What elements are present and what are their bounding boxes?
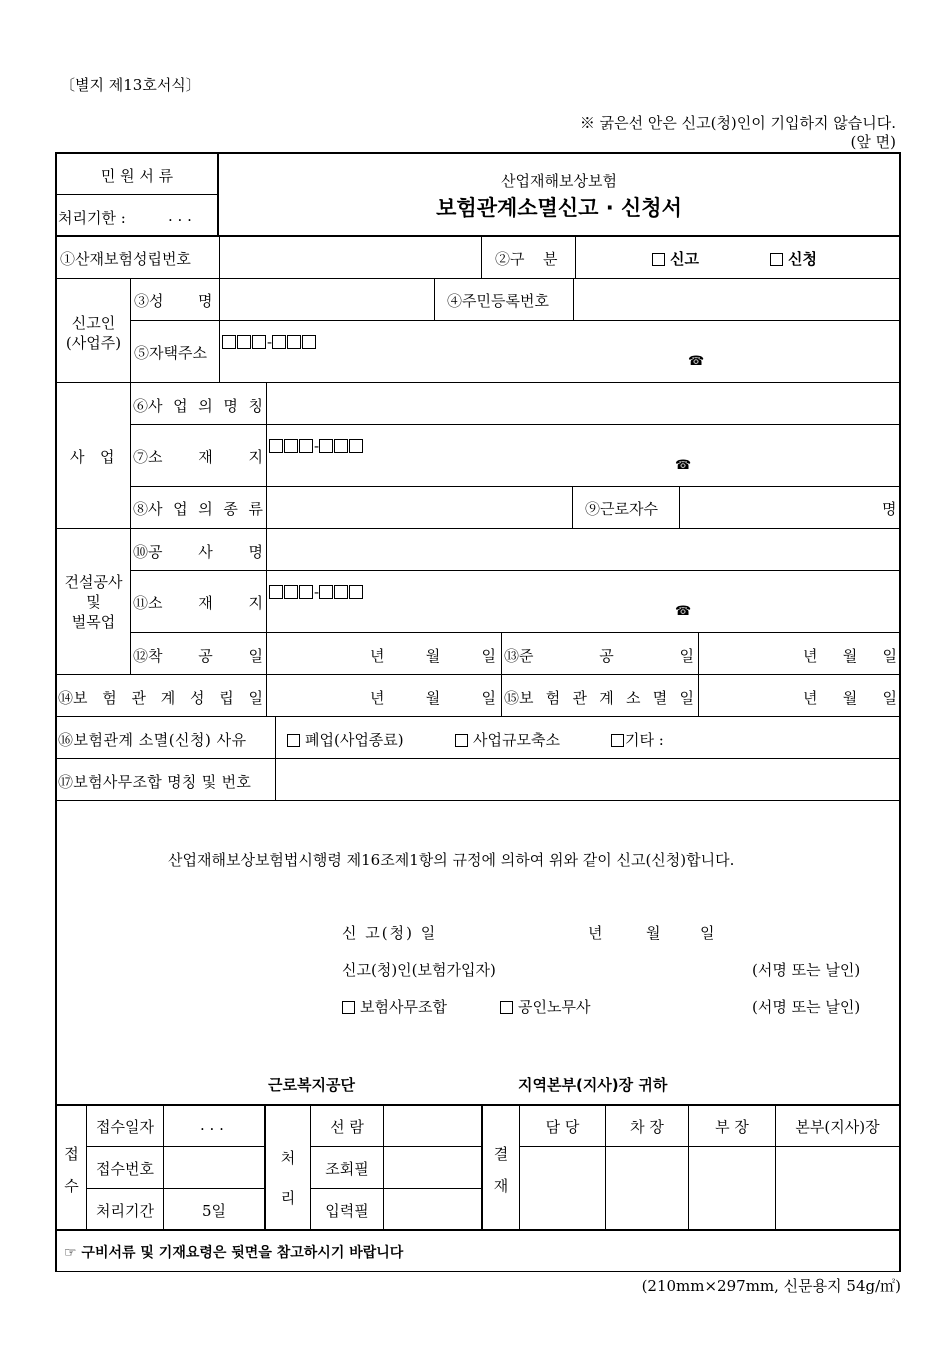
declaration-text: 산업재해보상보험법시행령 제16조제1항의 규정에 의하여 위와 같이 신고(신청)합니다. (168, 851, 735, 869)
processing-label: 처 리 (280, 1149, 296, 1207)
field-name-label-b: 명 (198, 292, 213, 310)
deadline-dots: . . . (168, 207, 192, 225)
report-date-year: 년 (588, 924, 603, 942)
page-side-label: (앞 면) (850, 133, 896, 151)
phone-icon: ☎ (675, 458, 692, 473)
reporter-insured-label: 신고(청)인(보험가입자) (342, 961, 496, 979)
corporation-name: 근로복지공단 (268, 1076, 355, 1094)
reporter-label: 신고인 (71, 314, 116, 332)
reason-closure-option[interactable]: 폐업(사업종료) (287, 729, 404, 750)
civil-document-label: 민 원 서 류 (100, 167, 174, 185)
field-location-label: ⑦소 재 지 (133, 448, 263, 466)
construction-zip-code[interactable]: - (269, 583, 364, 601)
footer-note: ☞ 구비서류 및 기재요령은 뒷면을 참고하시기 바랍니다 (64, 1245, 404, 1261)
downsizing-checkbox[interactable] (455, 734, 468, 747)
form-title: 보험관계소멸신고 · 신청서 (436, 196, 682, 220)
review-label: 선 람 (330, 1118, 364, 1136)
report-date-label: 신 고(청) 일 (342, 924, 438, 942)
approver-staff: 담 당 (545, 1118, 580, 1136)
labor-attorney-checkbox[interactable] (500, 1001, 513, 1014)
option-apply[interactable]: 신청 (770, 248, 817, 269)
receipt-label: 접 수 (64, 1145, 79, 1195)
signature-label-2: (서명 또는 날인) (752, 998, 861, 1016)
title-subtitle: 산업재해보상보험 (501, 172, 617, 190)
report-date-day: 일 (700, 924, 715, 942)
field-resident-number-label: ④주민등록번호 (447, 292, 549, 310)
receipt-number-label: 접수번호 (96, 1160, 154, 1178)
construction-label: 건설공사 및 벌목업 (64, 573, 123, 631)
notice-text: ※ 굵은선 안은 신고(청)인이 기입하지 않습니다. (579, 114, 896, 132)
completion-date-ymd: 년 월 일 (803, 647, 897, 665)
apply-checkbox[interactable] (770, 253, 783, 266)
persons-unit: 명 (882, 500, 897, 518)
field-home-address-label: ⑤자택주소 (134, 344, 207, 362)
extinction-date-ymd: 년 월 일 (803, 689, 897, 707)
establishment-date-ymd: 년 월 일 (370, 689, 496, 707)
receipt-date-label: 접수일자 (96, 1118, 154, 1136)
field-type-label-a: ②구 (495, 250, 525, 268)
field-insurance-number-label: ①산재보험성립번호 (60, 250, 191, 268)
field-business-name-label: ⑥사 업 의 명 칭 (133, 397, 263, 415)
reason-other-option[interactable]: 기타 : (611, 729, 664, 750)
approver-deputy: 차 장 (630, 1118, 664, 1136)
paper-spec: (210mm×297mm, 신문용지 54g/㎡) (641, 1277, 901, 1295)
field-extinction-date-label: ⑮보 험 관 계 소 멸 일 (504, 689, 694, 707)
agent-labor-attorney-option[interactable]: 공인노무사 (500, 996, 590, 1017)
signature-label-1: (서명 또는 날인) (752, 961, 861, 979)
field-name-label-a: ③성 (134, 292, 164, 310)
start-date-ymd: 년 월 일 (370, 647, 496, 665)
association-checkbox[interactable] (342, 1001, 355, 1014)
phone-icon: ☎ (688, 354, 705, 369)
processing-period-value: 5일 (201, 1202, 227, 1220)
input-done-label: 입력필 (325, 1202, 369, 1220)
field-business-type-label: ⑧사 업 의 종 류 (133, 500, 263, 518)
field-completion-date-label: ⑬준 공 일 (504, 647, 694, 665)
approver-head: 본부(지사)장 (795, 1118, 880, 1136)
approval-label: 결 재 (493, 1145, 509, 1195)
field-extinction-reason-label: ⑯보험관계 소멸(신청) 사유 (58, 731, 247, 749)
field-agency-name-label: ⑰보험사무조합 명칭 및 번호 (58, 773, 252, 791)
home-zip-code[interactable]: - (222, 333, 317, 351)
agent-association-option[interactable]: 보험사무조합 (342, 996, 447, 1017)
business-label-b: 업 (100, 448, 115, 466)
inquiry-done-label: 조회필 (325, 1160, 369, 1178)
field-construction-location-label: ⑪소 재 지 (133, 594, 263, 612)
business-zip-code[interactable]: - (269, 437, 364, 455)
field-construction-name-label: ⑩공 사 명 (133, 543, 263, 561)
closure-checkbox[interactable] (287, 734, 300, 747)
branch-addressee: 지역본부(지사)장 귀하 (518, 1076, 668, 1094)
option-report[interactable]: 신고 (652, 248, 699, 269)
field-employee-count-label: ⑨근로자수 (585, 500, 658, 518)
receipt-date-dots: . . . (200, 1116, 224, 1134)
deadline-label: 처리기한 : (58, 209, 126, 227)
phone-icon: ☎ (675, 604, 692, 619)
report-date-month: 월 (646, 924, 661, 942)
field-start-date-label: ⑫착 공 일 (133, 647, 263, 665)
field-establishment-date-label: ⑭보 험 관 계 성 립 일 (58, 689, 263, 707)
approver-manager: 부 장 (715, 1118, 749, 1136)
business-label-a: 사 (70, 448, 85, 466)
reporter-sublabel: (사업주) (65, 334, 122, 352)
reason-downsizing-option[interactable]: 사업규모축소 (455, 729, 560, 750)
report-checkbox[interactable] (652, 253, 665, 266)
form-number: 〔별지 제13호서식〕 (60, 76, 201, 94)
field-type-label-b: 분 (543, 250, 558, 268)
other-checkbox[interactable] (611, 734, 624, 747)
processing-period-label: 처리기간 (96, 1202, 154, 1220)
